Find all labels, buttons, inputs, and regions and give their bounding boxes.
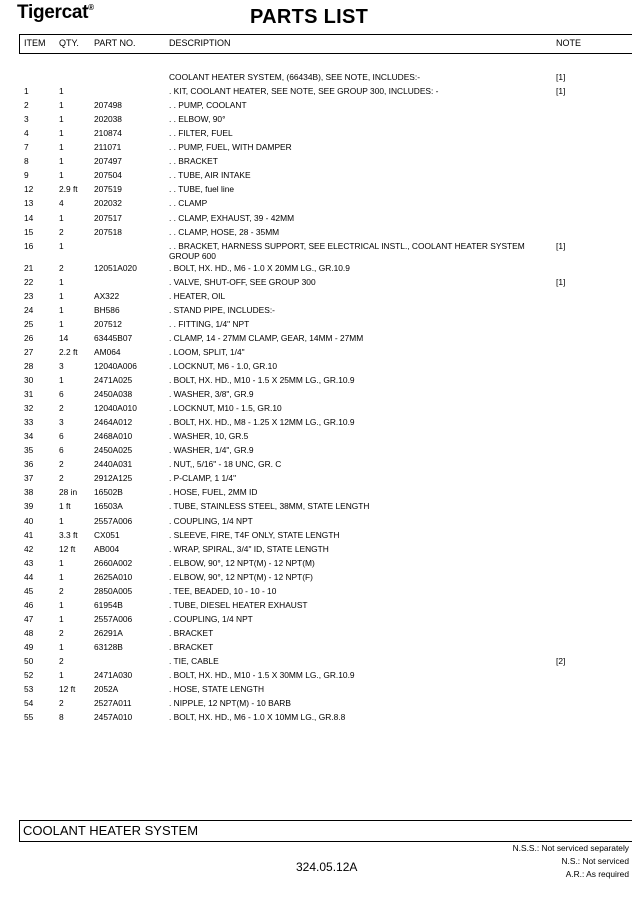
quantity: 1 (59, 100, 64, 111)
note: [1] (556, 72, 566, 82)
item-number: 13 (24, 198, 34, 209)
item-number: 49 (24, 641, 34, 652)
table-row (0, 530, 640, 544)
description: . . CLAMP, HOSE, 28 - 35MM (169, 226, 280, 237)
description: . . PUMP, COOLANT (169, 100, 247, 111)
table-row (0, 431, 640, 445)
quantity: 2 (59, 585, 64, 596)
quantity: 2.2 ft (59, 346, 78, 357)
legend-ar: A.R.: As required (565, 869, 629, 879)
table-row (0, 389, 640, 403)
quantity: 1 (59, 557, 64, 568)
part-number: 2471A025 (94, 375, 133, 385)
quantity: 1 (59, 571, 64, 582)
quantity: 28 in (59, 487, 78, 498)
item-number: 21 (24, 262, 34, 273)
quantity: 1 (59, 142, 64, 153)
table-row (0, 417, 640, 431)
part-number: 210874 (94, 128, 122, 139)
table-row (0, 72, 640, 86)
part-number: AM064 (94, 346, 121, 357)
quantity: 1 ft (59, 501, 71, 512)
table-row (0, 100, 640, 114)
quantity: 1 (59, 613, 64, 624)
part-number: 202032 (94, 198, 122, 209)
part-number: 16502B (94, 487, 123, 498)
part-number: 207518 (94, 226, 122, 237)
table-row (0, 213, 640, 227)
description: . . CLAMP (169, 198, 208, 209)
part-number: 207498 (94, 100, 122, 111)
description: . BOLT, HX. HD., M10 - 1.5 X 25MM LG., GR.10.9 (169, 375, 355, 385)
description: . . BRACKET (169, 156, 218, 167)
part-number: 2660A002 (94, 557, 133, 568)
quantity: 2 (59, 473, 64, 484)
legend-ns: N.S.: Not serviced (561, 856, 629, 866)
description: . ELBOW, 90°, 12 NPT(M) - 12 NPT(F) (169, 571, 313, 582)
item-number: 34 (24, 431, 34, 442)
quantity: 3 (59, 360, 64, 371)
part-number: 2912A125 (94, 473, 133, 484)
quantity: 1 (59, 212, 64, 223)
table-row (0, 473, 640, 487)
table-row (0, 305, 640, 319)
part-number: 2450A038 (94, 389, 133, 400)
table-row (0, 198, 640, 212)
item-number: 22 (24, 276, 34, 287)
item-number: 44 (24, 571, 34, 582)
description: . . CLAMP, EXHAUST, 39 - 42MM (169, 212, 295, 223)
quantity: 1 (59, 156, 64, 167)
description: . COUPLING, 1/4 NPT (169, 613, 253, 624)
part-number: 2468A010 (94, 431, 133, 442)
quantity: 6 (59, 445, 64, 456)
item-number: 8 (24, 156, 29, 167)
column-header-item: ITEM (24, 38, 46, 48)
description: . LOOM, SPLIT, 1/4" (169, 346, 245, 357)
description: . CLAMP, 14 - 27MM CLAMP, GEAR, 14MM - 27MM (169, 332, 364, 343)
description: . TIE, CABLE (169, 656, 219, 666)
part-number: 16503A (94, 501, 123, 512)
part-number: 207517 (94, 212, 122, 223)
table-row (0, 114, 640, 128)
description: . KIT, COOLANT HEATER, SEE NOTE, SEE GROUP 300, INCLUDES: - (169, 86, 439, 97)
table-row (0, 333, 640, 347)
quantity: 12 ft (59, 543, 76, 554)
table-row (0, 156, 640, 170)
quantity: 2 (59, 459, 64, 470)
item-number: 9 (24, 170, 29, 181)
part-number: 211071 (94, 142, 122, 153)
table-row (0, 712, 640, 726)
note: [1] (556, 240, 566, 251)
part-number: 207512 (94, 318, 122, 329)
item-number: 27 (24, 346, 34, 357)
item-number: 7 (24, 142, 29, 153)
item-number: 45 (24, 585, 34, 596)
description: . HOSE, STATE LENGTH (169, 684, 265, 695)
quantity: 1 (59, 86, 64, 97)
description: . STAND PIPE, INCLUDES:- (169, 304, 275, 315)
item-number: 16 (24, 240, 34, 251)
table-row (0, 544, 640, 558)
description: . . FITTING, 1/4" NPT (169, 318, 250, 329)
table-row (0, 656, 640, 670)
part-number: 2471A030 (94, 670, 133, 681)
part-number: CX051 (94, 529, 120, 540)
table-row (0, 240, 640, 261)
item-number: 43 (24, 557, 34, 568)
part-number: 2464A012 (94, 417, 133, 428)
quantity: 1 (59, 641, 64, 652)
column-header-description: DESCRIPTION (169, 38, 231, 48)
item-number: 4 (24, 128, 29, 139)
item-number: 54 (24, 698, 34, 709)
quantity: 2 (59, 698, 64, 709)
item-number: 33 (24, 417, 34, 428)
description: . BRACKET (169, 627, 214, 638)
item-number: 26 (24, 332, 34, 343)
description: . WASHER, 1/4", GR.9 (169, 445, 254, 456)
part-number: 63128B (94, 641, 123, 652)
description: . . FILTER, FUEL (169, 128, 233, 139)
item-number: 37 (24, 473, 34, 484)
description: . BOLT, HX. HD., M6 - 1.0 X 20MM LG., GR.10.9 (169, 262, 350, 273)
part-number: AX322 (94, 290, 120, 301)
description: . TEE, BEADED, 10 - 10 - 10 (169, 585, 277, 596)
item-number: 2 (24, 100, 29, 111)
item-number: 35 (24, 445, 34, 456)
table-row (0, 628, 640, 642)
item-number: 24 (24, 304, 34, 315)
quantity: 2.9 ft (59, 184, 78, 195)
part-number: 2527A011 (94, 698, 132, 709)
table-row (0, 375, 640, 389)
table-row (0, 698, 640, 712)
quantity: 1 (59, 276, 64, 287)
part-number: 12051A020 (94, 262, 137, 273)
quantity: 14 (59, 332, 69, 343)
part-number: 63445B07 (94, 332, 133, 343)
item-number: 40 (24, 515, 34, 526)
part-number: 2625A010 (94, 571, 133, 582)
table-row (0, 170, 640, 184)
item-number: 48 (24, 627, 34, 638)
table-row (0, 291, 640, 305)
description: . HEATER, OIL (169, 290, 226, 301)
part-number: 12040A010 (94, 403, 137, 414)
item-number: 15 (24, 226, 34, 237)
column-header-part-no: PART NO. (94, 38, 136, 48)
quantity: 4 (59, 198, 64, 209)
table-row (0, 361, 640, 375)
description: . P-CLAMP, 1 1/4" (169, 473, 237, 484)
description: . BOLT, HX. HD., M10 - 1.5 X 30MM LG., GR.10.9 (169, 670, 355, 681)
part-number: 207519 (94, 184, 122, 195)
description: . BRACKET (169, 641, 214, 652)
column-header-qty: QTY. (59, 38, 79, 48)
description: . NIPPLE, 12 NPT(M) - 10 BARB (169, 698, 291, 709)
description: . LOCKNUT, M6 - 1.0, GR.10 (169, 360, 277, 371)
description: . . PUMP, FUEL, WITH DAMPER (169, 142, 292, 153)
item-number: 30 (24, 375, 34, 385)
quantity: 12 ft (59, 684, 76, 695)
part-number: 2557A006 (94, 613, 133, 624)
item-number: 14 (24, 212, 34, 223)
item-number: 32 (24, 403, 34, 414)
quantity: 1 (59, 170, 64, 181)
description: . NUT,, 5/16" - 18 UNC, GR. C (169, 459, 282, 470)
table-row (0, 684, 640, 698)
item-number: 31 (24, 389, 34, 400)
description: . . BRACKET, HARNESS SUPPORT, SEE ELECTRICAL INSTL., COOLANT HEATER SYSTEM GROUP 600 (169, 240, 525, 261)
item-number: 41 (24, 529, 34, 540)
part-number: 2850A005 (94, 585, 133, 596)
table-row (0, 263, 640, 277)
quantity: 1 (59, 670, 64, 681)
table-row (0, 347, 640, 361)
item-number: 42 (24, 543, 34, 554)
description: . WRAP, SPIRAL, 3/4" ID, STATE LENGTH (169, 543, 329, 554)
item-number: 50 (24, 656, 34, 666)
part-number: 61954B (94, 599, 123, 610)
table-row (0, 600, 640, 614)
table-row (0, 487, 640, 501)
table-row (0, 558, 640, 572)
part-number: 26291A (94, 627, 123, 638)
note: [2] (556, 656, 566, 666)
table-row (0, 670, 640, 684)
table-row (0, 445, 640, 459)
table-row (0, 642, 640, 656)
quantity: 3.3 ft (59, 529, 78, 540)
item-number: 47 (24, 613, 34, 624)
description: . . TUBE, fuel line (169, 184, 235, 195)
part-number: 202038 (94, 114, 122, 125)
table-row (0, 86, 640, 100)
item-number: 12 (24, 184, 34, 195)
description: . TUBE, STAINLESS STEEL, 38MM, STATE LENGTH (169, 501, 370, 512)
description: . WASHER, 10, GR.5 (169, 431, 249, 442)
quantity: 6 (59, 389, 64, 400)
description: . SLEEVE, FIRE, T4F ONLY, STATE LENGTH (169, 529, 340, 540)
column-header-note: NOTE (556, 38, 582, 48)
table-row (0, 501, 640, 515)
description: . BOLT, HX. HD., M8 - 1.25 X 12MM LG., GR.10.9 (169, 417, 355, 428)
table-row (0, 572, 640, 586)
legend-nss: N.S.S.: Not serviced separately (512, 843, 629, 853)
item-number: 55 (24, 712, 34, 723)
item-number: 23 (24, 290, 34, 301)
quantity: 1 (59, 375, 64, 385)
page-number: 324.05.12A (296, 860, 358, 874)
quantity: 2 (59, 262, 64, 273)
quantity: 3 (59, 417, 64, 428)
description: . BOLT, HX. HD., M6 - 1.0 X 10MM LG., GR.8.8 (169, 712, 346, 723)
description: . LOCKNUT, M10 - 1.5, GR.10 (169, 403, 282, 414)
registered-mark: ® (88, 3, 94, 12)
section-title: COOLANT HEATER SYSTEM (23, 823, 199, 838)
table-row (0, 128, 640, 142)
quantity: 1 (59, 290, 64, 301)
part-number: 207504 (94, 170, 122, 181)
table-row (0, 142, 640, 156)
item-number: 39 (24, 501, 34, 512)
table-row (0, 319, 640, 333)
brand-name: Tigercat (17, 2, 89, 23)
quantity: 1 (59, 128, 64, 139)
quantity: 2 (59, 656, 64, 666)
quantity: 1 (59, 515, 64, 526)
item-number: 38 (24, 487, 34, 498)
part-number: AB004 (94, 543, 120, 554)
table-row (0, 614, 640, 628)
item-number: 46 (24, 599, 34, 610)
table-row (0, 227, 640, 241)
description: . HOSE, FUEL, 2MM ID (169, 487, 258, 498)
item-number: 1 (24, 86, 29, 97)
part-number: 2450A025 (94, 445, 133, 456)
part-number: 2052A (94, 684, 119, 695)
table-row (0, 403, 640, 417)
brand-logo (17, 2, 94, 24)
part-number: 2440A031 (94, 459, 133, 470)
quantity: 2 (59, 226, 64, 237)
item-number: 25 (24, 318, 34, 329)
part-number: BH586 (94, 304, 120, 315)
item-number: 53 (24, 684, 34, 695)
note: [1] (556, 276, 566, 287)
part-number: 12040A006 (94, 360, 137, 371)
quantity: 2 (59, 627, 64, 638)
quantity: 1 (59, 304, 64, 315)
description: COOLANT HEATER SYSTEM, (66434B), SEE NOTE, INCLUDES:- (169, 72, 420, 82)
description: . ELBOW, 90°, 12 NPT(M) - 12 NPT(M) (169, 557, 315, 568)
item-number: 28 (24, 360, 34, 371)
part-number: 207497 (94, 156, 122, 167)
quantity: 6 (59, 431, 64, 442)
note: [1] (556, 86, 566, 97)
table-row (0, 459, 640, 473)
quantity: 1 (59, 318, 64, 329)
table-row (0, 184, 640, 198)
description: . COUPLING, 1/4 NPT (169, 515, 253, 526)
description: . . TUBE, AIR INTAKE (169, 170, 251, 181)
part-number: 2557A006 (94, 515, 133, 526)
description: . . ELBOW, 90° (169, 114, 226, 125)
table-row (0, 586, 640, 600)
table-row (0, 516, 640, 530)
description: . WASHER, 3/8", GR.9 (169, 389, 254, 400)
part-number: 2457A010 (94, 712, 133, 723)
quantity: 1 (59, 599, 64, 610)
item-number: 3 (24, 114, 29, 125)
page-title: PARTS LIST (250, 6, 369, 28)
item-number: 52 (24, 670, 34, 681)
quantity: 2 (59, 403, 64, 414)
description: . TUBE, DIESEL HEATER EXHAUST (169, 599, 308, 610)
quantity: 8 (59, 712, 64, 723)
quantity: 1 (59, 240, 64, 251)
quantity: 1 (59, 114, 64, 125)
table-row (0, 277, 640, 291)
item-number: 36 (24, 459, 34, 470)
description: . VALVE, SHUT-OFF, SEE GROUP 300 (169, 276, 316, 287)
